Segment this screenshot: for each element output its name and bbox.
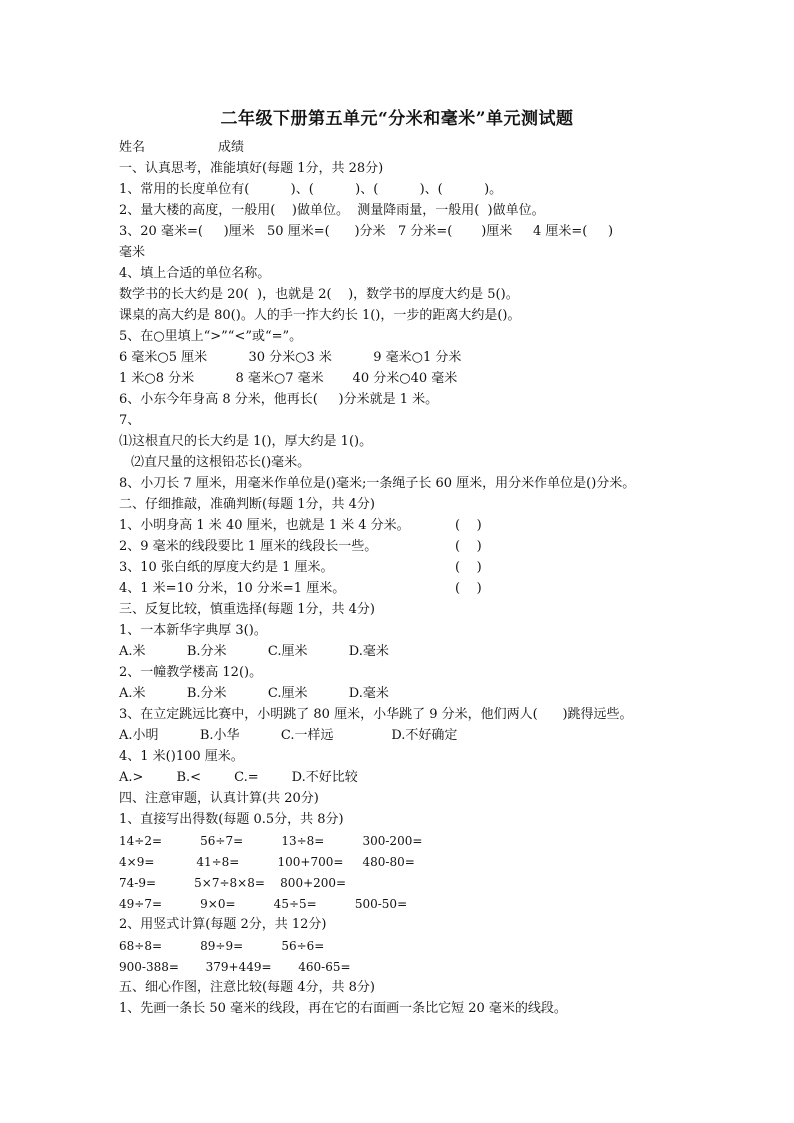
sub-heading: 1、直接写出得数(每题 0.5分，共 8分) — [119, 812, 344, 827]
judge-answer-bracket: ( ) — [455, 539, 482, 554]
judge-question: 3、10 张白纸的厚度大约是 1 厘米。 — [119, 560, 334, 575]
question-line: ⑵直尺量的这根铅芯长()毫米。 — [131, 455, 311, 470]
choice-options: A.米 B.分米 C.厘米 D.毫米 — [119, 686, 389, 701]
drawing-question: 1、先画一条长 50 毫米的线段，再在它的右面画一条比它短 20 毫米的线段。 — [119, 1001, 567, 1016]
calc-row: 14÷2= 56÷7= 13÷8= 300-200= — [119, 834, 423, 848]
question-line: 7、 — [119, 413, 141, 428]
section-heading-1: 一、认真思考，准能填好(每题 1分，共 28分) — [119, 161, 384, 176]
judge-question: 4、1 米=10 分米，10 分米=1 厘米。 — [119, 581, 346, 596]
choice-question: 1、一本新华字典厚 3()。 — [119, 623, 267, 638]
choice-question: 3、在立定跳远比赛中，小明跳了 80 厘米，小华跳了 9 分米，他们两人( )跳得远些。 — [119, 707, 633, 722]
calc-row: 4×9= 41÷8= 100+700= 480-80= — [119, 855, 415, 869]
question-line: 1、常用的长度单位有( )、( )、( )、( )。 — [119, 182, 503, 197]
question-line: 数学书的长大约是 20( )，也就是 2( )，数学书的厚度大约是 5()。 — [119, 287, 519, 302]
question-line: 5、在○里填上“>”“<”或“=”。 — [119, 329, 303, 344]
judge-answer-bracket: ( ) — [455, 560, 482, 575]
question-line: 毫米 — [119, 245, 146, 260]
question-line: 课桌的高大约是 80()。人的手一拃大约长 1()，一步的距离大约是()。 — [119, 308, 521, 323]
question-line: 8、小刀长 7 厘米，用毫米作单位是()毫米;一条绳子长 60 厘米，用分米作单位是()分米。 — [119, 476, 636, 491]
question-line: 6 毫米○5 厘米 30 分米○3 米 9 毫米○1 分米 — [119, 350, 462, 365]
choice-options: A.米 B.分米 C.厘米 D.毫米 — [119, 644, 389, 659]
question-line: 4、填上合适的单位名称。 — [119, 266, 271, 281]
name-label: 姓名 — [119, 140, 146, 155]
choice-question: 4、1 米()100 厘米。 — [119, 749, 244, 764]
sub-heading: 2、用竖式计算(每题 2分，共 12分) — [119, 917, 327, 932]
choice-options: A.> B.< C.= D.不好比较 — [119, 770, 358, 785]
choice-question: 2、一幢教学楼高 12()。 — [119, 665, 263, 680]
question-line: 1 米○8 分米 8 毫米○7 毫米 40 分米○40 毫米 — [119, 371, 458, 386]
judge-question: 2、9 毫米的线段要比 1 厘米的线段长一些。 — [119, 539, 378, 554]
judge-answer-bracket: ( ) — [455, 581, 482, 596]
calc-row: 49÷7= 9×0= 45÷5= 500-50= — [119, 897, 408, 911]
choice-options: A.小明 B.小华 C.一样远 D.不好确定 — [119, 728, 458, 743]
section-heading-4: 四、注意审题，认真计算(共 20分) — [119, 791, 319, 806]
section-heading-3: 三、反复比较，慎重选择(每题 1分，共 4分) — [119, 602, 375, 617]
calc-row: 900-388= 379+449= 460-65= — [119, 960, 351, 974]
question-line: 6、小东今年身高 8 分米，他再长( )分米就是 1 米。 — [119, 392, 439, 407]
question-line: 3、20 毫米=( )厘米 50 厘米=( )分米 7 分米=( )厘米 4 厘米=( ) — [119, 224, 614, 239]
section-heading-5: 五、细心作图，注意比较(每题 4分，共 8分) — [119, 980, 375, 995]
judge-answer-bracket: ( ) — [455, 518, 482, 533]
page-title: 二年级下册第五单元“分米和毫米”单元测试题 — [220, 109, 574, 129]
question-line: 2、量大楼的高度，一般用( )做单位。 测量降雨量，一般用( )做单位。 — [119, 203, 545, 218]
question-line: ⑴这根直尺的长大约是 1()，厚大约是 1()。 — [119, 434, 373, 449]
section-heading-2: 二、仔细推敲，准确判断(每题 1分，共 4分) — [119, 497, 375, 512]
score-label: 成绩 — [218, 140, 245, 155]
judge-question: 1、小明身高 1 米 40 厘米，也就是 1 米 4 分米。 — [119, 518, 410, 533]
calc-row: 74-9= 5×7÷8×8= 800+200= — [119, 876, 347, 890]
calc-row: 68÷8= 89÷9= 56÷6= — [119, 939, 325, 953]
